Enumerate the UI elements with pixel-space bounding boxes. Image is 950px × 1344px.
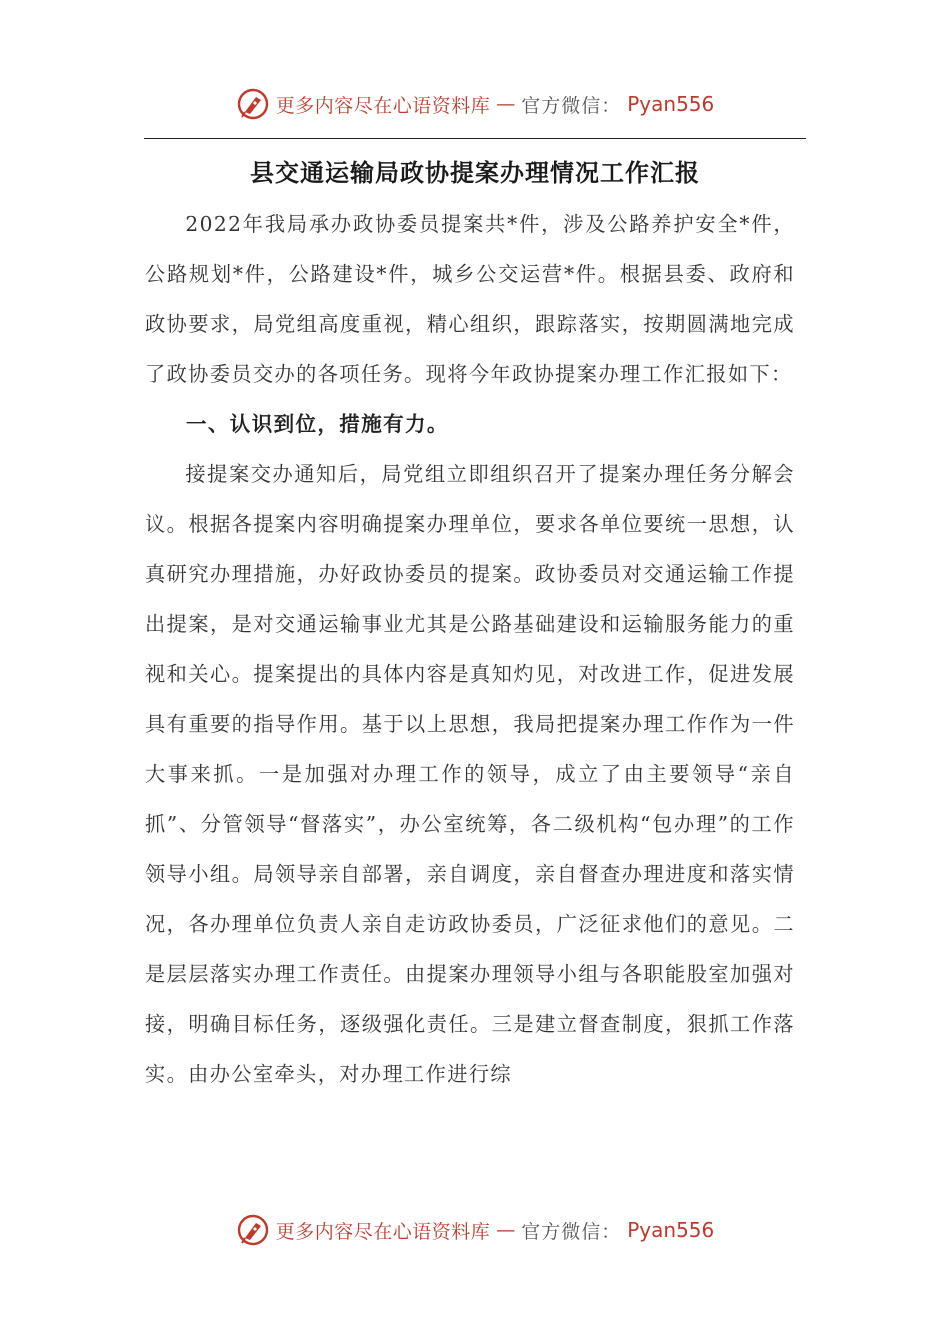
wechat-label: 官方微信： [521,1220,622,1243]
wechat-id: Pyan556 [627,92,715,116]
intro-paragraph: 2022年我局承办政协委员提案共*件，涉及公路养护安全*件，公路规划*件，公路建设*件，城乡公交运营*件。根据县委、政府和政协要求，局党组高度重视，精心组织，跟踪落实，按期圆满地完成了政协委员交办的各项任务。现将今年政协提案办理工作汇报如下： [145,212,795,386]
document-body [145,199,795,1099]
header-divider [144,138,806,139]
wechat-id: Pyan556 [627,1218,715,1242]
pen-nib-logo-icon [236,87,270,121]
footer-banner [0,1210,950,1250]
page-title: 县交通运输局政协提案办理情况工作汇报 [250,158,700,187]
header-banner [0,84,950,124]
banner-separator: — [496,1219,516,1241]
section-paragraph: 接提案交办通知后，局党组立即组织召开了提案办理任务分解会议。根据各提案内容明确提案办理单位，要求各单位要统一思想，认真研究办理措施，办好政协委员的提案。政协委员对交通运输工作提出提案，是对交通运输事业尤其是公路基础建设和运输服务能力的重视和关心。提案提出的具体内容是真知灼见，对改进工作，促进发展具有重要的指导作用。基于以上思想，我局把提案办理工作作为一件大事来抓。一是加强对办理工作的领导，成立了由主要领导“亲自抓”、分管领导“督落实”，办公室统筹，各二级机构“包办理”的工作领导小组。局领导亲自部署，亲自调度，亲自督查办理进度和落实情况，各办理单位负责人亲自走访政协委员，广泛征求他们的意见。二是层层落实办理工作责任。由提案办理领导小组与各职能股室加强对接，明确目标任务，逐级强化责任。三是建立督查制度，狠抓工作落实。由办公室牵头，对办理工作进行综 [145,462,795,1086]
wechat-label: 官方微信： [521,94,622,117]
banner-separator: — [496,93,516,115]
brand-text: 更多内容尽在心语资料库 [275,94,491,117]
brand-text: 更多内容尽在心语资料库 [275,1220,491,1243]
section-heading: 一、认识到位，措施有力。 [186,412,449,436]
pen-nib-logo-icon [236,1213,270,1247]
